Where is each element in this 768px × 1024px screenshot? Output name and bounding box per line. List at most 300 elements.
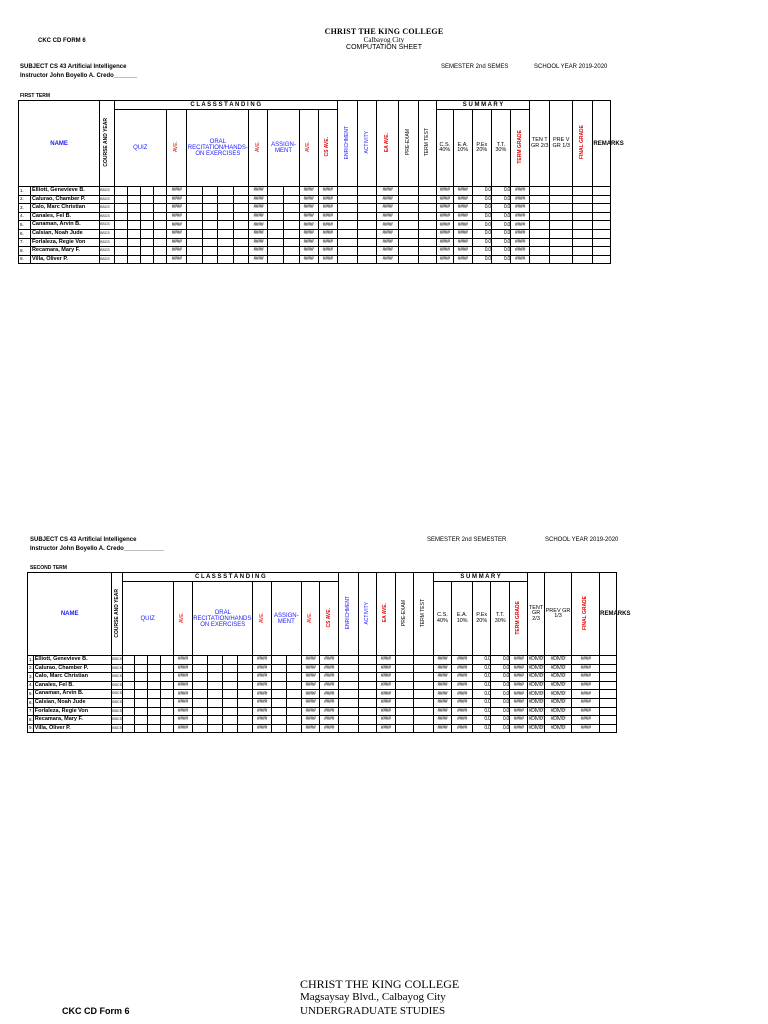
remarks-cell[interactable] bbox=[593, 238, 611, 247]
quiz-cell[interactable] bbox=[160, 690, 173, 699]
term-test-cell[interactable] bbox=[419, 212, 437, 221]
quiz-cell[interactable] bbox=[140, 212, 153, 221]
oral-cell[interactable] bbox=[218, 204, 234, 213]
enrichment-cell[interactable] bbox=[338, 698, 358, 707]
activity-cell[interactable] bbox=[358, 716, 376, 725]
quiz-cell[interactable] bbox=[148, 656, 161, 665]
quiz-cell[interactable] bbox=[135, 690, 148, 699]
oral-cell[interactable] bbox=[233, 247, 249, 256]
remarks-cell[interactable] bbox=[593, 229, 611, 238]
activity-cell[interactable] bbox=[358, 698, 376, 707]
oral-cell[interactable] bbox=[193, 690, 208, 699]
quiz-cell[interactable] bbox=[135, 716, 148, 725]
oral-cell[interactable] bbox=[193, 716, 208, 725]
prev-grade-cell bbox=[550, 255, 573, 264]
quiz-cell[interactable] bbox=[153, 204, 166, 213]
quiz-cell[interactable] bbox=[153, 229, 166, 238]
quiz-cell[interactable] bbox=[127, 204, 140, 213]
oral-cell[interactable] bbox=[238, 707, 253, 716]
oral-cell[interactable] bbox=[202, 195, 218, 204]
oral-cell[interactable] bbox=[238, 698, 253, 707]
remarks-cell[interactable] bbox=[600, 724, 617, 733]
oral-cell[interactable] bbox=[187, 255, 203, 264]
oral-cell[interactable] bbox=[223, 656, 238, 665]
assignment-cell[interactable] bbox=[268, 255, 284, 264]
enrichment-cell[interactable] bbox=[337, 195, 357, 204]
quiz-cell[interactable] bbox=[153, 247, 166, 256]
assignment-cell[interactable] bbox=[286, 681, 301, 690]
remarks-cell[interactable] bbox=[593, 195, 611, 204]
oral-cell[interactable] bbox=[238, 716, 253, 725]
term-test-cell[interactable] bbox=[414, 707, 434, 716]
term-test-cell[interactable] bbox=[414, 698, 434, 707]
assignment-cell[interactable] bbox=[271, 673, 286, 682]
pre-exam-cell[interactable] bbox=[398, 229, 418, 238]
oral-cell[interactable] bbox=[223, 698, 238, 707]
assignment-cell[interactable] bbox=[268, 195, 284, 204]
activity-cell[interactable] bbox=[358, 204, 377, 213]
enrichment-cell[interactable] bbox=[337, 229, 357, 238]
quiz-cell[interactable] bbox=[153, 195, 166, 204]
quiz-cell[interactable] bbox=[160, 673, 173, 682]
assignment-cell[interactable] bbox=[271, 724, 286, 733]
prev-grade-cell bbox=[550, 212, 573, 221]
activity-cell[interactable] bbox=[358, 195, 377, 204]
oral-cell[interactable] bbox=[187, 247, 203, 256]
term-test-cell[interactable] bbox=[419, 187, 437, 196]
tent-grade-cell: #DIV/0! bbox=[528, 725, 544, 732]
enrichment-cell[interactable] bbox=[337, 255, 357, 264]
oral-cell[interactable] bbox=[202, 255, 218, 264]
assignment-cell[interactable] bbox=[271, 716, 286, 725]
assignment-cell[interactable] bbox=[286, 716, 301, 725]
assignment-cell[interactable] bbox=[286, 673, 301, 682]
assignment-ave-cell: #### bbox=[301, 690, 319, 699]
assignment-cell[interactable] bbox=[283, 221, 299, 230]
oral-cell[interactable] bbox=[233, 255, 249, 264]
oral-cell[interactable] bbox=[208, 681, 223, 690]
quiz-cell[interactable] bbox=[148, 664, 161, 673]
enrichment-cell[interactable] bbox=[337, 247, 357, 256]
quiz-cell[interactable] bbox=[148, 673, 161, 682]
assignment-cell[interactable] bbox=[286, 664, 301, 673]
assignment-cell[interactable] bbox=[268, 221, 284, 230]
pre-exam-cell[interactable] bbox=[398, 255, 418, 264]
assignment-cell[interactable] bbox=[283, 212, 299, 221]
quiz-cell[interactable] bbox=[122, 707, 135, 716]
final-grade-header bbox=[573, 101, 593, 187]
assignment-cell[interactable] bbox=[268, 187, 284, 196]
quiz-cell[interactable] bbox=[122, 724, 135, 733]
remarks-cell[interactable] bbox=[600, 664, 617, 673]
doc-title: COMPUTATION SHEET bbox=[346, 44, 422, 51]
oral-cell[interactable] bbox=[223, 690, 238, 699]
pre-exam-cell[interactable] bbox=[395, 724, 413, 733]
oral-cell[interactable] bbox=[202, 204, 218, 213]
oral-cell[interactable] bbox=[193, 707, 208, 716]
quiz-cell[interactable] bbox=[153, 221, 166, 230]
oral-cell[interactable] bbox=[187, 204, 203, 213]
oral-cell[interactable] bbox=[218, 229, 234, 238]
oral-cell[interactable] bbox=[218, 212, 234, 221]
oral-cell[interactable] bbox=[223, 724, 238, 733]
remarks-cell[interactable] bbox=[600, 656, 617, 665]
activity-cell[interactable] bbox=[358, 238, 377, 247]
pre-exam-cell[interactable] bbox=[398, 187, 418, 196]
quiz-cell[interactable] bbox=[135, 681, 148, 690]
quiz-cell[interactable] bbox=[114, 212, 127, 221]
oral-cell[interactable] bbox=[218, 221, 234, 230]
quiz-cell[interactable] bbox=[127, 229, 140, 238]
quiz-cell[interactable] bbox=[127, 255, 140, 264]
student-course: BSCS bbox=[100, 238, 114, 247]
assignment-cell[interactable] bbox=[283, 255, 299, 264]
enrichment-cell[interactable] bbox=[338, 656, 358, 665]
oral-cell[interactable] bbox=[238, 664, 253, 673]
remarks-cell[interactable] bbox=[593, 204, 611, 213]
quiz-cell[interactable] bbox=[148, 707, 161, 716]
ea-ave-cell: #### bbox=[377, 247, 398, 256]
oral-cell[interactable] bbox=[208, 673, 223, 682]
oral-cell[interactable] bbox=[202, 221, 218, 230]
oral-cell[interactable] bbox=[187, 212, 203, 221]
activity-cell[interactable] bbox=[358, 664, 376, 673]
tent-grade-header: TEN T GR 2/3 bbox=[530, 101, 550, 187]
oral-cell[interactable] bbox=[193, 681, 208, 690]
pre-exam-cell[interactable] bbox=[395, 698, 413, 707]
assignment-ave-cell: #### bbox=[301, 673, 319, 682]
oral-cell[interactable] bbox=[223, 664, 238, 673]
activity-cell[interactable] bbox=[358, 690, 376, 699]
quiz-cell[interactable] bbox=[140, 187, 153, 196]
enrichment-cell[interactable] bbox=[338, 690, 358, 699]
enrichment-cell[interactable] bbox=[337, 212, 357, 221]
quiz-cell[interactable] bbox=[127, 221, 140, 230]
oral-cell[interactable] bbox=[223, 681, 238, 690]
oral-cell[interactable] bbox=[218, 247, 234, 256]
assignment-cell[interactable] bbox=[271, 656, 286, 665]
remarks-cell[interactable] bbox=[593, 255, 611, 264]
quiz-cell[interactable] bbox=[114, 195, 127, 204]
assignment-cell[interactable] bbox=[283, 229, 299, 238]
pre-exam-cell[interactable] bbox=[395, 681, 413, 690]
tt30-cell: 0.0 bbox=[491, 724, 509, 733]
pre-exam-cell[interactable] bbox=[398, 238, 418, 247]
pre-exam-cell[interactable] bbox=[395, 656, 413, 665]
quiz-cell[interactable] bbox=[122, 664, 135, 673]
oral-cell[interactable] bbox=[208, 724, 223, 733]
term-test-cell[interactable] bbox=[414, 716, 434, 725]
oral-cell[interactable] bbox=[238, 681, 253, 690]
quiz-cell[interactable] bbox=[122, 716, 135, 725]
term-test-cell[interactable] bbox=[414, 690, 434, 699]
quiz-cell[interactable] bbox=[140, 247, 153, 256]
oral-cell[interactable] bbox=[202, 187, 218, 196]
quiz-cell[interactable] bbox=[135, 664, 148, 673]
quiz-cell[interactable] bbox=[127, 187, 140, 196]
quiz-cell[interactable] bbox=[127, 247, 140, 256]
oral-cell[interactable] bbox=[218, 238, 234, 247]
enrichment-cell[interactable] bbox=[338, 664, 358, 673]
oral-cell[interactable] bbox=[193, 673, 208, 682]
quiz-cell[interactable] bbox=[160, 681, 173, 690]
quiz-cell[interactable] bbox=[135, 724, 148, 733]
quiz-cell[interactable] bbox=[114, 187, 127, 196]
activity-cell[interactable] bbox=[358, 187, 377, 196]
assignment-cell[interactable] bbox=[268, 247, 284, 256]
quiz-cell[interactable] bbox=[122, 673, 135, 682]
pre-exam-cell[interactable] bbox=[395, 716, 413, 725]
term-test-cell[interactable] bbox=[419, 195, 437, 204]
oral-cell[interactable] bbox=[193, 664, 208, 673]
oral-cell[interactable] bbox=[218, 255, 234, 264]
activity-cell[interactable] bbox=[358, 255, 377, 264]
term-test-cell[interactable] bbox=[419, 238, 437, 247]
remarks-cell[interactable] bbox=[593, 247, 611, 256]
oral-cell[interactable] bbox=[193, 656, 208, 665]
oral-cell[interactable] bbox=[223, 673, 238, 682]
oral-cell[interactable] bbox=[233, 212, 249, 221]
oral-cell[interactable] bbox=[187, 195, 203, 204]
oral-cell[interactable] bbox=[202, 247, 218, 256]
quiz-cell[interactable] bbox=[114, 204, 127, 213]
pre-exam-cell[interactable] bbox=[398, 221, 418, 230]
term-test-cell[interactable] bbox=[414, 664, 434, 673]
student-course: BSCS bbox=[112, 664, 122, 673]
assignment-cell[interactable] bbox=[283, 195, 299, 204]
quiz-cell[interactable] bbox=[140, 255, 153, 264]
oral-cell[interactable] bbox=[238, 690, 253, 699]
term-test-cell[interactable] bbox=[419, 247, 437, 256]
quiz-cell[interactable] bbox=[140, 204, 153, 213]
oral-cell[interactable] bbox=[223, 707, 238, 716]
pre-exam-cell[interactable] bbox=[398, 247, 418, 256]
ea-ave-cell: #### bbox=[377, 681, 395, 690]
assignment-cell[interactable] bbox=[286, 656, 301, 665]
quiz-cell[interactable] bbox=[148, 681, 161, 690]
enrichment-cell[interactable] bbox=[338, 673, 358, 682]
oral-cell[interactable] bbox=[223, 716, 238, 725]
quiz-cell[interactable] bbox=[160, 664, 173, 673]
oral-cell[interactable] bbox=[208, 707, 223, 716]
oral-cell[interactable] bbox=[233, 204, 249, 213]
enrichment-cell[interactable] bbox=[337, 221, 357, 230]
quiz-cell[interactable] bbox=[140, 221, 153, 230]
pre-exam-header bbox=[395, 573, 413, 656]
quiz-cell[interactable] bbox=[122, 698, 135, 707]
quiz-cell[interactable] bbox=[135, 673, 148, 682]
pre-exam-cell[interactable] bbox=[395, 673, 413, 682]
cs-ave-cell: #### bbox=[320, 681, 339, 690]
remarks-cell[interactable] bbox=[600, 673, 617, 682]
activity-cell[interactable] bbox=[358, 212, 377, 221]
assignment-cell[interactable] bbox=[286, 690, 301, 699]
assignment-cell[interactable] bbox=[286, 698, 301, 707]
oral-cell[interactable] bbox=[233, 221, 249, 230]
quiz-cell[interactable] bbox=[148, 690, 161, 699]
quiz-cell[interactable] bbox=[153, 187, 166, 196]
assignment-cell[interactable] bbox=[268, 238, 284, 247]
quiz-cell[interactable] bbox=[160, 656, 173, 665]
table-row bbox=[28, 681, 664, 690]
final-grade-cell: #### bbox=[572, 724, 600, 733]
ea-ave-header bbox=[377, 573, 395, 656]
quiz-cell[interactable] bbox=[122, 690, 135, 699]
activity-cell[interactable] bbox=[358, 656, 376, 665]
quiz-cell[interactable] bbox=[122, 656, 135, 665]
student-course: BSCS bbox=[112, 716, 122, 725]
oral-cell[interactable] bbox=[193, 698, 208, 707]
oral-cell[interactable] bbox=[208, 664, 223, 673]
activity-cell[interactable] bbox=[358, 229, 377, 238]
oral-ave-cell: #### bbox=[249, 204, 268, 213]
assignment-cell[interactable] bbox=[283, 187, 299, 196]
oral-cell[interactable] bbox=[187, 187, 203, 196]
oral-cell[interactable] bbox=[187, 229, 203, 238]
assignment-cell[interactable] bbox=[271, 698, 286, 707]
enrichment-cell[interactable] bbox=[337, 204, 357, 213]
oral-cell[interactable] bbox=[218, 195, 234, 204]
pre-exam-cell[interactable] bbox=[398, 195, 418, 204]
ea-ave-cell: #### bbox=[377, 204, 398, 213]
quiz-cell[interactable] bbox=[127, 238, 140, 247]
enrichment-cell[interactable] bbox=[338, 681, 358, 690]
oral-cell[interactable] bbox=[233, 229, 249, 238]
pre-exam-cell[interactable] bbox=[395, 690, 413, 699]
quiz-cell[interactable] bbox=[127, 195, 140, 204]
quiz-cell[interactable] bbox=[160, 707, 173, 716]
oral-cell[interactable] bbox=[233, 187, 249, 196]
oral-cell[interactable] bbox=[202, 212, 218, 221]
assignment-cell[interactable] bbox=[271, 664, 286, 673]
term-test-cell[interactable] bbox=[419, 229, 437, 238]
assignment-cell[interactable] bbox=[271, 681, 286, 690]
oral-cell[interactable] bbox=[238, 724, 253, 733]
term-test-cell[interactable] bbox=[419, 221, 437, 230]
quiz-cell[interactable] bbox=[148, 716, 161, 725]
oral-cell[interactable] bbox=[202, 229, 218, 238]
enrichment-header bbox=[338, 573, 358, 656]
oral-cell[interactable] bbox=[208, 698, 223, 707]
enrichment-cell[interactable] bbox=[338, 716, 358, 725]
tent-grade-cell: #DIV/0! bbox=[528, 682, 544, 689]
quiz-cell[interactable] bbox=[114, 247, 127, 256]
oral-cell[interactable] bbox=[238, 673, 253, 682]
assignment-cell[interactable] bbox=[286, 724, 301, 733]
oral-cell[interactable] bbox=[202, 238, 218, 247]
assignment-cell[interactable] bbox=[268, 204, 284, 213]
quiz-cell[interactable] bbox=[160, 716, 173, 725]
pre-exam-cell[interactable] bbox=[395, 664, 413, 673]
quiz-cell[interactable] bbox=[127, 212, 140, 221]
oral-cell[interactable] bbox=[233, 195, 249, 204]
pre-exam-cell[interactable] bbox=[395, 707, 413, 716]
assignment-cell[interactable] bbox=[268, 212, 284, 221]
assignment-cell[interactable] bbox=[268, 229, 284, 238]
quiz-cell[interactable] bbox=[140, 238, 153, 247]
cs-ave-cell: #### bbox=[318, 238, 337, 247]
assignment-cell[interactable] bbox=[283, 238, 299, 247]
remarks-cell[interactable] bbox=[600, 698, 617, 707]
assignment-cell[interactable] bbox=[283, 204, 299, 213]
activity-cell[interactable] bbox=[358, 724, 376, 733]
remarks-cell[interactable] bbox=[600, 707, 617, 716]
activity-cell[interactable] bbox=[358, 221, 377, 230]
oral-cell[interactable] bbox=[193, 724, 208, 733]
oral-cell[interactable] bbox=[218, 187, 234, 196]
quiz-cell[interactable] bbox=[135, 707, 148, 716]
quiz-cell[interactable] bbox=[122, 681, 135, 690]
oral-cell[interactable] bbox=[233, 238, 249, 247]
quiz-cell[interactable] bbox=[114, 255, 127, 264]
enrichment-cell[interactable] bbox=[338, 707, 358, 716]
quiz-cell[interactable] bbox=[153, 238, 166, 247]
term-test-cell[interactable] bbox=[414, 656, 434, 665]
quiz-cell[interactable] bbox=[114, 238, 127, 247]
quiz-cell[interactable] bbox=[148, 724, 161, 733]
term-test-cell[interactable] bbox=[414, 681, 434, 690]
activity-cell[interactable] bbox=[358, 673, 376, 682]
oral-cell[interactable] bbox=[208, 716, 223, 725]
oral-cell[interactable] bbox=[187, 221, 203, 230]
oral-cell[interactable] bbox=[187, 238, 203, 247]
term-test-cell[interactable] bbox=[419, 204, 437, 213]
quiz-cell[interactable] bbox=[153, 255, 166, 264]
quiz-cell[interactable] bbox=[114, 229, 127, 238]
student-name: Recamara, Mary F. bbox=[33, 716, 112, 725]
assignment-cell[interactable] bbox=[271, 707, 286, 716]
quiz-cell[interactable] bbox=[160, 698, 173, 707]
assignment-cell[interactable] bbox=[283, 247, 299, 256]
remarks-cell[interactable] bbox=[593, 221, 611, 230]
term-test-cell[interactable] bbox=[414, 673, 434, 682]
remarks-cell[interactable] bbox=[593, 187, 611, 196]
quiz-cell[interactable] bbox=[153, 212, 166, 221]
ea-ave-cell: #### bbox=[377, 212, 398, 221]
student-course: BSCS bbox=[100, 187, 114, 196]
enrichment-cell[interactable] bbox=[338, 724, 358, 733]
assignment-cell[interactable] bbox=[271, 690, 286, 699]
term-test-cell[interactable] bbox=[419, 255, 437, 264]
quiz-cell[interactable] bbox=[114, 221, 127, 230]
remarks-cell[interactable] bbox=[600, 681, 617, 690]
remarks-cell[interactable] bbox=[593, 212, 611, 221]
final-grade-cell: #### bbox=[572, 707, 600, 716]
remarks-cell[interactable] bbox=[600, 690, 617, 699]
remarks-cell[interactable] bbox=[600, 716, 617, 725]
activity-cell[interactable] bbox=[358, 681, 376, 690]
assignment-cell[interactable] bbox=[286, 707, 301, 716]
quiz-cell[interactable] bbox=[140, 195, 153, 204]
enrichment-cell[interactable] bbox=[337, 238, 357, 247]
enrichment-cell[interactable] bbox=[337, 187, 357, 196]
oral-cell[interactable] bbox=[208, 656, 223, 665]
quiz-cell[interactable] bbox=[135, 698, 148, 707]
term-test-cell[interactable] bbox=[414, 724, 434, 733]
quiz-cell[interactable] bbox=[148, 698, 161, 707]
pre-exam-cell[interactable] bbox=[398, 212, 418, 221]
activity-cell[interactable] bbox=[358, 707, 376, 716]
oral-cell[interactable] bbox=[238, 656, 253, 665]
activity-cell[interactable] bbox=[358, 247, 377, 256]
activity-header bbox=[358, 101, 377, 187]
pre-exam-cell[interactable] bbox=[398, 204, 418, 213]
oral-cell[interactable] bbox=[208, 690, 223, 699]
quiz-cell[interactable] bbox=[135, 656, 148, 665]
quiz-cell[interactable] bbox=[160, 724, 173, 733]
quiz-cell[interactable] bbox=[140, 229, 153, 238]
table-row bbox=[19, 221, 664, 230]
